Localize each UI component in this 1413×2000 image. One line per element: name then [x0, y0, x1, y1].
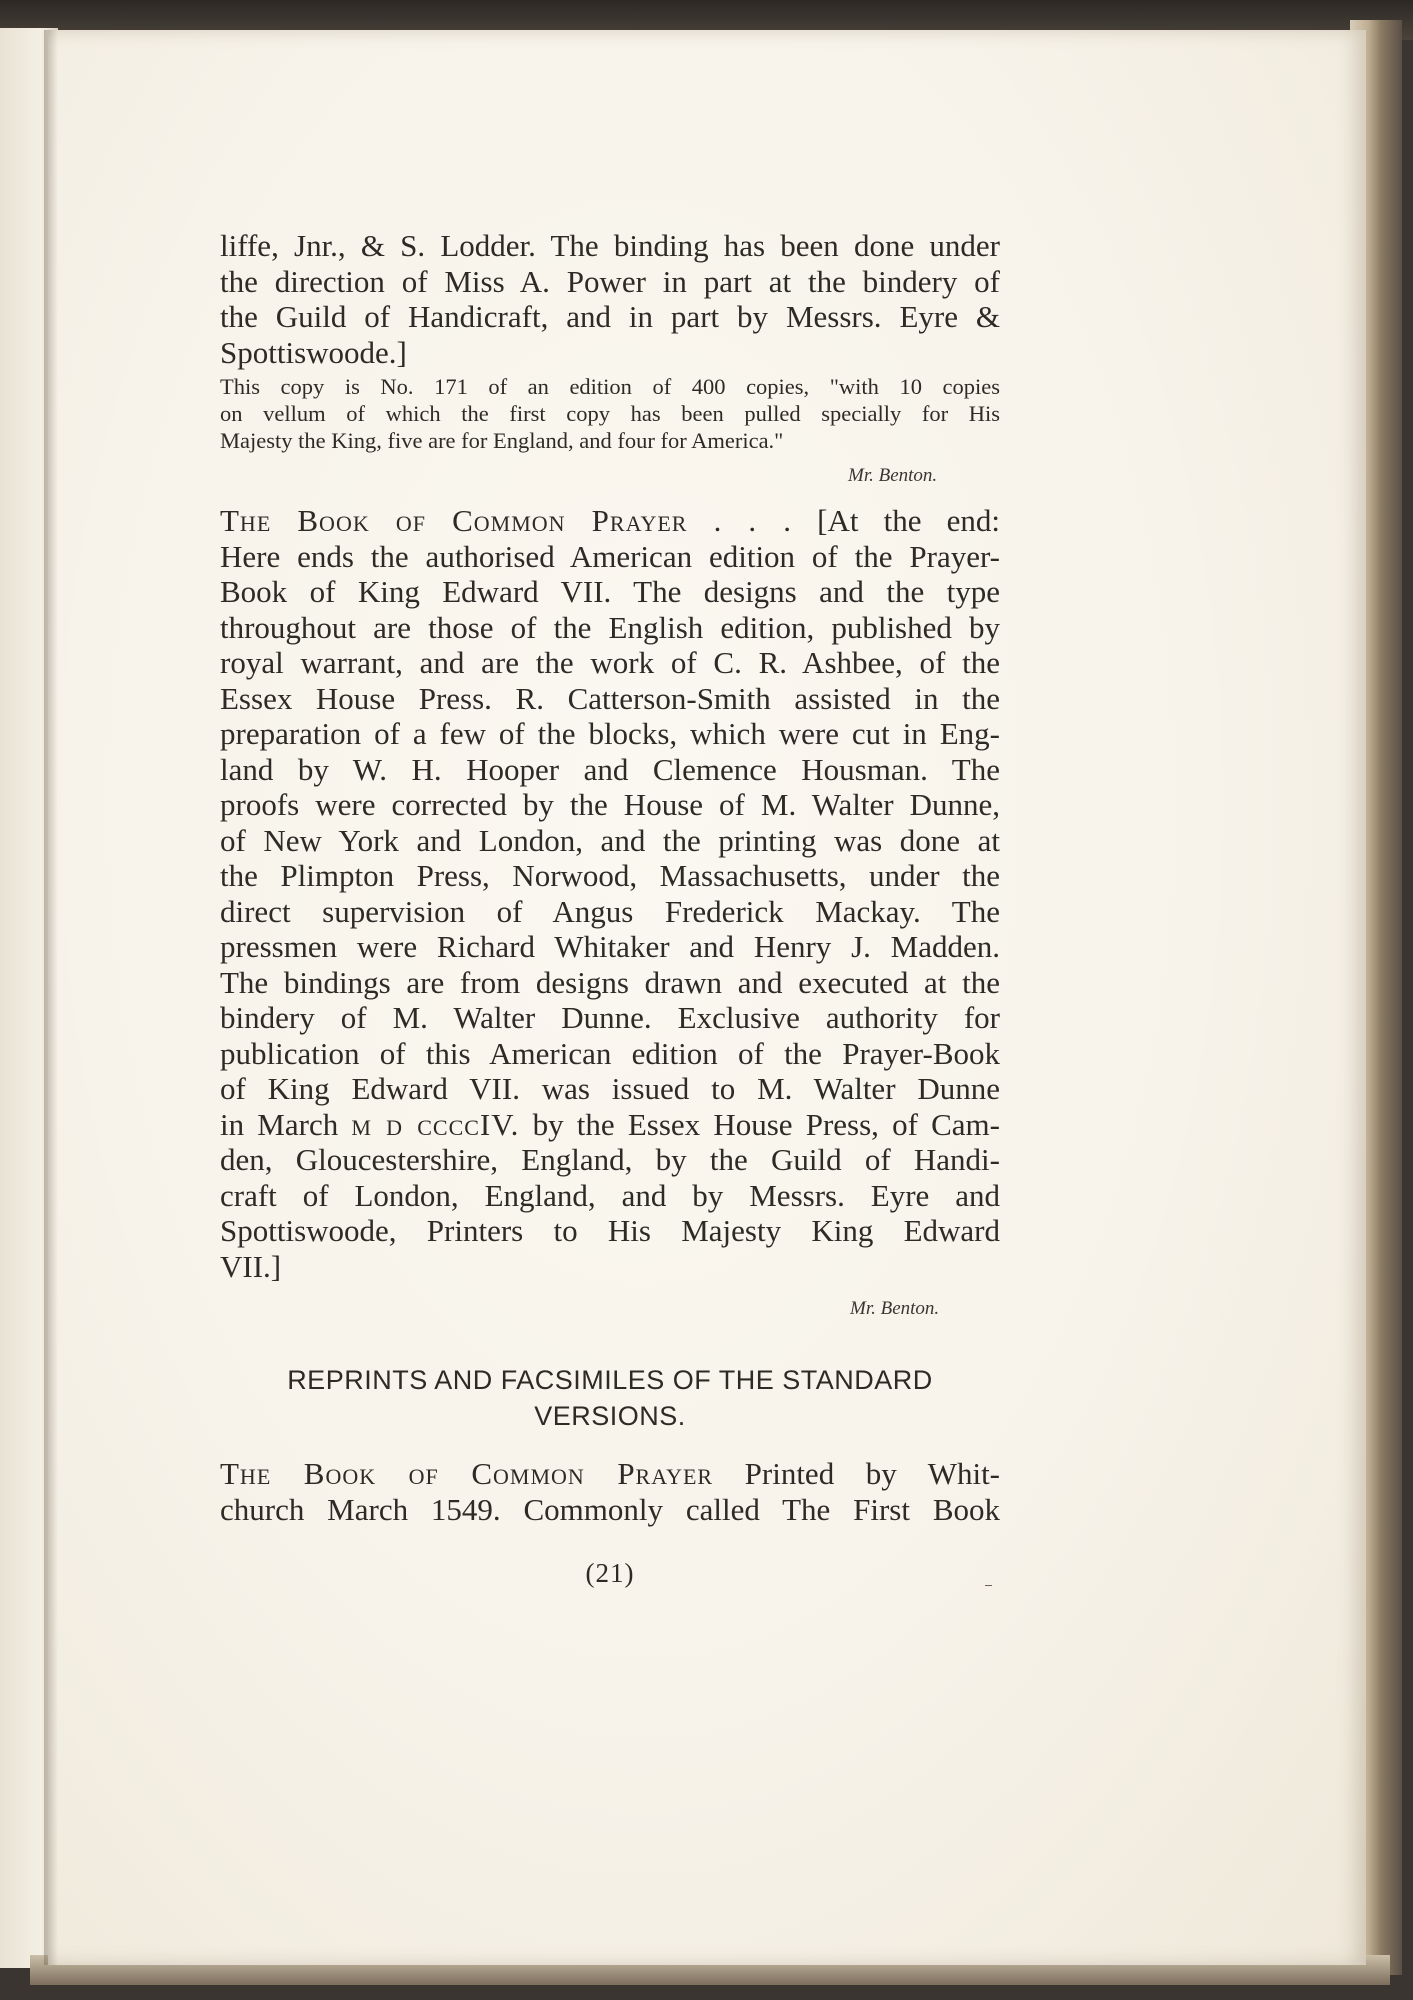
text-line: liffe, Jnr., & S. Lodder. The binding has been done under [220, 228, 1000, 263]
gutter-shadow [44, 30, 58, 1965]
text-line: Here ends the authorised American edition of the Prayer- [220, 538, 1000, 574]
text-line: on vellum of which the first copy has been pulled specially for His [220, 401, 1000, 426]
text-line: This copy is No. 171 of an edition of 400 copies, "with 10 copies [220, 374, 1000, 399]
text-line: The bindings are from designs drawn and executed at the [220, 964, 1000, 1000]
text-line: throughout are those of the English edition, published by [220, 609, 1000, 645]
text-line: in March m d ccccIV. by the Essex House Press, of Cam- [220, 1106, 1000, 1142]
text-line: land by W. H. Hooper and Clemence Housman. The [220, 751, 1000, 787]
text-line: the Guild of Handicraft, and in part by Messrs. Eyre & [220, 299, 1000, 334]
book-title: The Book of Common Prayer . . . [220, 503, 793, 538]
text-line: VII.] [220, 1248, 282, 1284]
text-line: of King Edward VII. was issued to M. Walter Dunne [220, 1071, 1000, 1106]
page-mark [985, 1585, 992, 1586]
text-line: the direction of Miss A. Power in part at the bindery of [220, 263, 1000, 299]
text-line: craft of London, England, and by Messrs. Eyre and [220, 1177, 1000, 1213]
signature: Mr. Benton. [850, 1298, 940, 1319]
paragraph-binding-note [220, 228, 1000, 370]
text-line: direct supervision of Angus Frederick Mackay. The [220, 893, 1000, 929]
text-line: preparation of a few of the blocks, which were cut in Eng- [220, 716, 1000, 751]
section-heading [220, 1362, 1000, 1434]
text-line: Book of King Edward VII. The designs and the type [220, 574, 1000, 609]
book-title: The Book of Common Prayer [220, 1456, 714, 1491]
signature: Mr. Benton. [848, 465, 938, 486]
text-line: of New York and London, and the printing was done at [220, 822, 1000, 858]
text-line: Spottiswoode.] [220, 334, 407, 370]
text-line: Spottiswoode, Printers to His Majesty King Edward [220, 1213, 1000, 1248]
text-line: publication of this American edition of the Prayer-Book [220, 1035, 1000, 1071]
text-line: proofs were corrected by the House of M. Walter Dunne, [220, 787, 1000, 822]
text-line: church March 1549. Commonly called The First Book [220, 1491, 1000, 1527]
date-numerals: m d ccccIV. [351, 1106, 520, 1142]
heading-line: VERSIONS. [534, 1401, 686, 1431]
text-line: bindery of M. Walter Dunne. Exclusive authority for [220, 1000, 1000, 1035]
paragraph-american-edition [220, 503, 1000, 1284]
text-line: royal warrant, and are the work of C. R. Ashbee, of the [220, 645, 1000, 680]
copy-note [220, 373, 1000, 454]
text-line: The Book of Common Prayer Printed by Whit- [220, 1456, 1000, 1491]
text-line: The Book of Common Prayer . . . [At the end: [220, 503, 1000, 538]
page-number: (21) [585, 1558, 635, 1588]
heading-line: REPRINTS AND FACSIMILES OF THE STANDARD [287, 1365, 933, 1395]
paragraph-first-book [220, 1456, 1000, 1527]
text-line: Majesty the King, five are for England, and four for America." [220, 428, 784, 453]
text-line: den, Gloucestershire, England, by the Guild of Handi- [220, 1142, 1000, 1177]
text-line: the Plimpton Press, Norwood, Massachusetts, under the [220, 858, 1000, 893]
text-line: pressmen were Richard Whitaker and Henry J. Madden. [220, 929, 1000, 964]
text-line: Essex House Press. R. Catterson-Smith assisted in the [220, 680, 1000, 716]
